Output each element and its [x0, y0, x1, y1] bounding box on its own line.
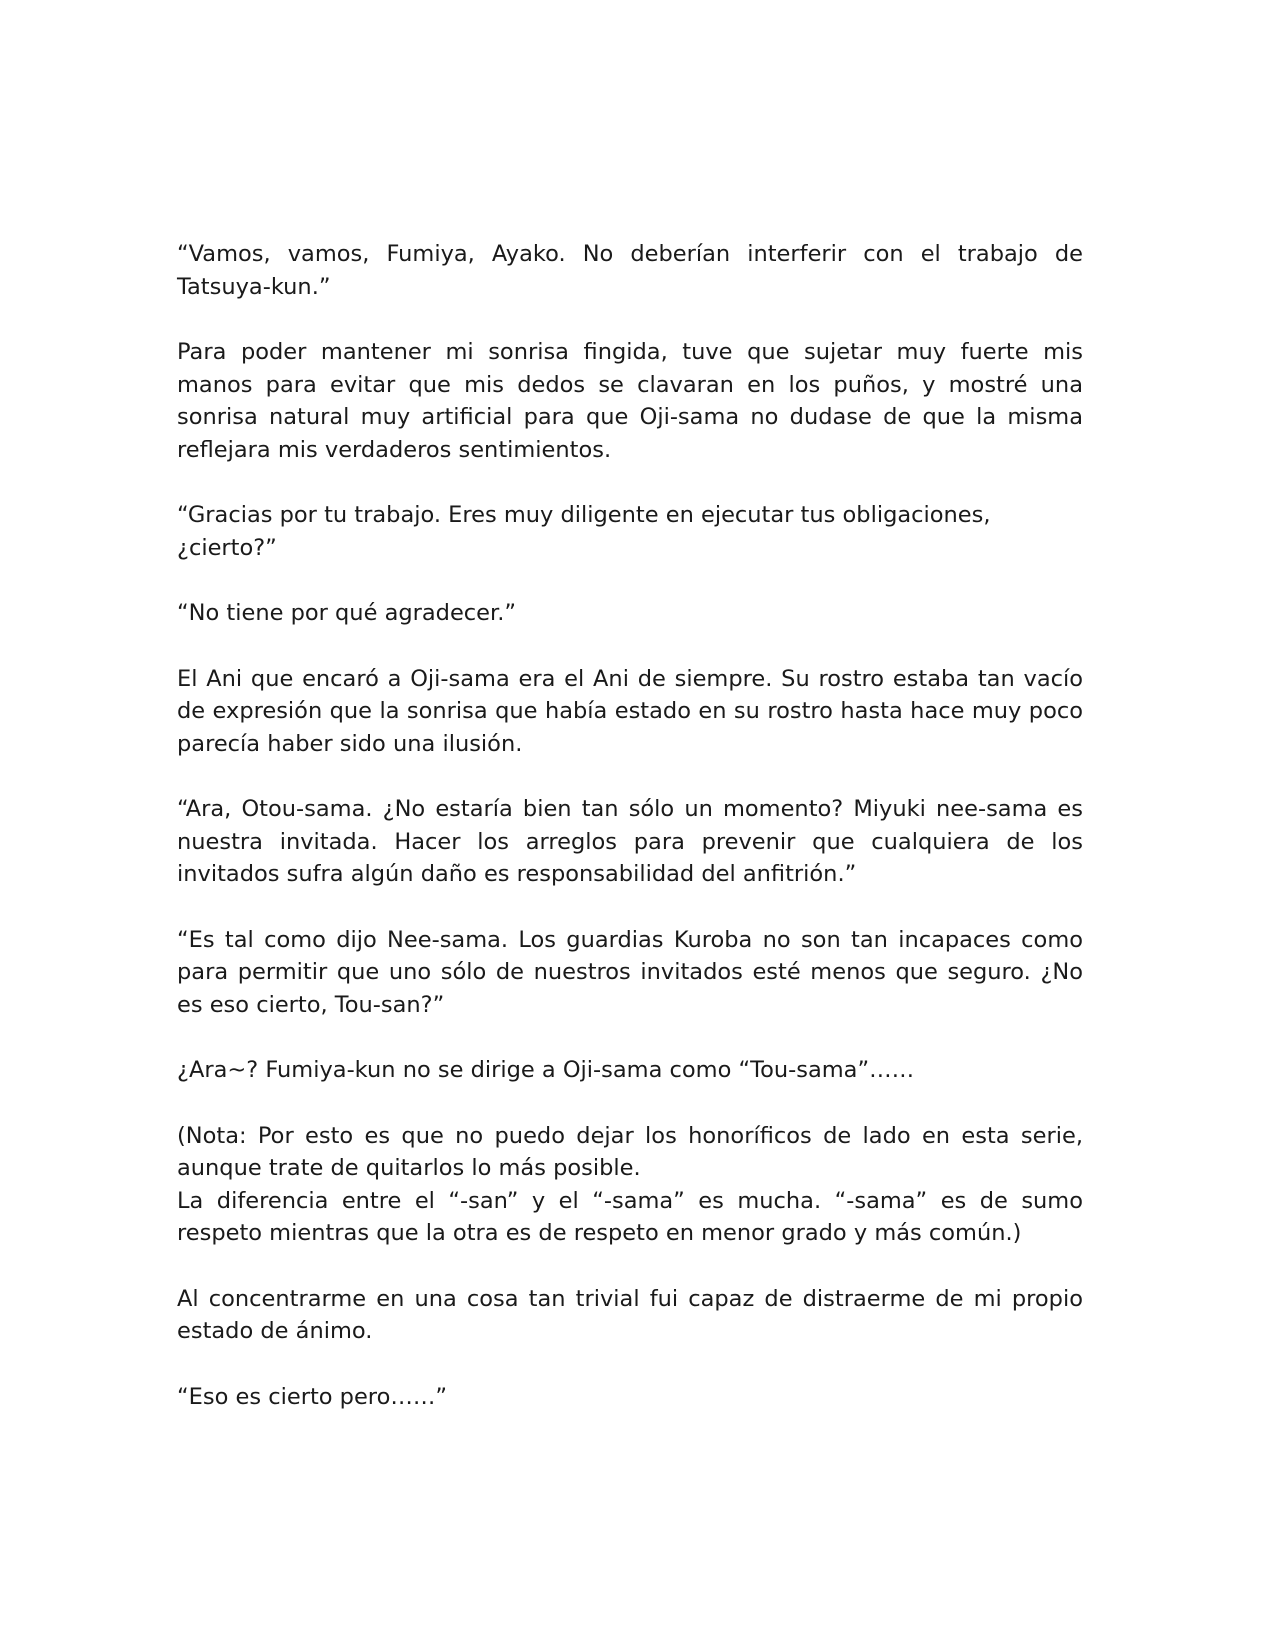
paragraph-7: “Es tal como dijo Nee-sama. Los guardias Kuroba no son tan incapaces como para permitir que uno sólo de nuestros invitados esté menos que seguro. ¿No es eso cierto, Tou-san?” [177, 926, 1083, 1018]
paragraph-8: ¿Ara~? Fumiya-kun no se dirige a Oji-sama como “Tou-sama”…… [177, 1057, 915, 1083]
paragraph-3: “Gracias por tu trabajo. Eres muy diligente en ejecutar tus obligaciones, ¿cierto?” [177, 502, 991, 561]
paragraph-2: Para poder mantener mi sonrisa fingida, tuve que sujetar muy fuerte mis manos para evitar que mis dedos se clavaran en los puños, y mostré una sonrisa natural muy artificial para que Oji-sama no dudase de que la misma reflejara mis verdaderos sentimientos. [177, 339, 1083, 463]
paragraph-4: “No tiene por qué agradecer.” [177, 600, 517, 626]
paragraph-1: “Vamos, vamos, Fumiya, Ayako. No deberían interferir con el trabajo de Tatsuya-kun.” [177, 241, 1083, 300]
note-line-2: La diferencia entre el “-san” y el “-sama” es mucha. “-sama” es de sumo respeto mientras que la otra es de respeto en menor grado y más común.) [177, 1187, 1083, 1246]
paragraph-10: “Eso es cierto pero……” [177, 1383, 447, 1410]
note-line-1: (Nota: Por esto es que no puedo dejar los honoríficos de lado en esta serie, aunque trate de quitarlos lo más posible. [177, 1122, 1083, 1181]
paragraph-5: El Ani que encaró a Oji-sama era el Ani de siempre. Su rostro estaba tan vacío de expresión que la sonrisa que había estado en su rostro hasta hace muy poco parecía haber sido una ilusión. [177, 665, 1083, 757]
paragraph-9: Al concentrarme en una cosa tan trivial fui capaz de distraerme de mi propio estado de ánimo. [177, 1285, 1083, 1344]
paragraph-6: “Ara, Otou-sama. ¿No estaría bien tan sólo un momento? Miyuki nee-sama es nuestra invitada. Hacer los arreglos para prevenir que cualquiera de los invitados sufra algún daño es responsabilidad del anfitrión.” [177, 796, 1083, 887]
body-text [177, 238, 1083, 1446]
translator-note [177, 1120, 1083, 1250]
